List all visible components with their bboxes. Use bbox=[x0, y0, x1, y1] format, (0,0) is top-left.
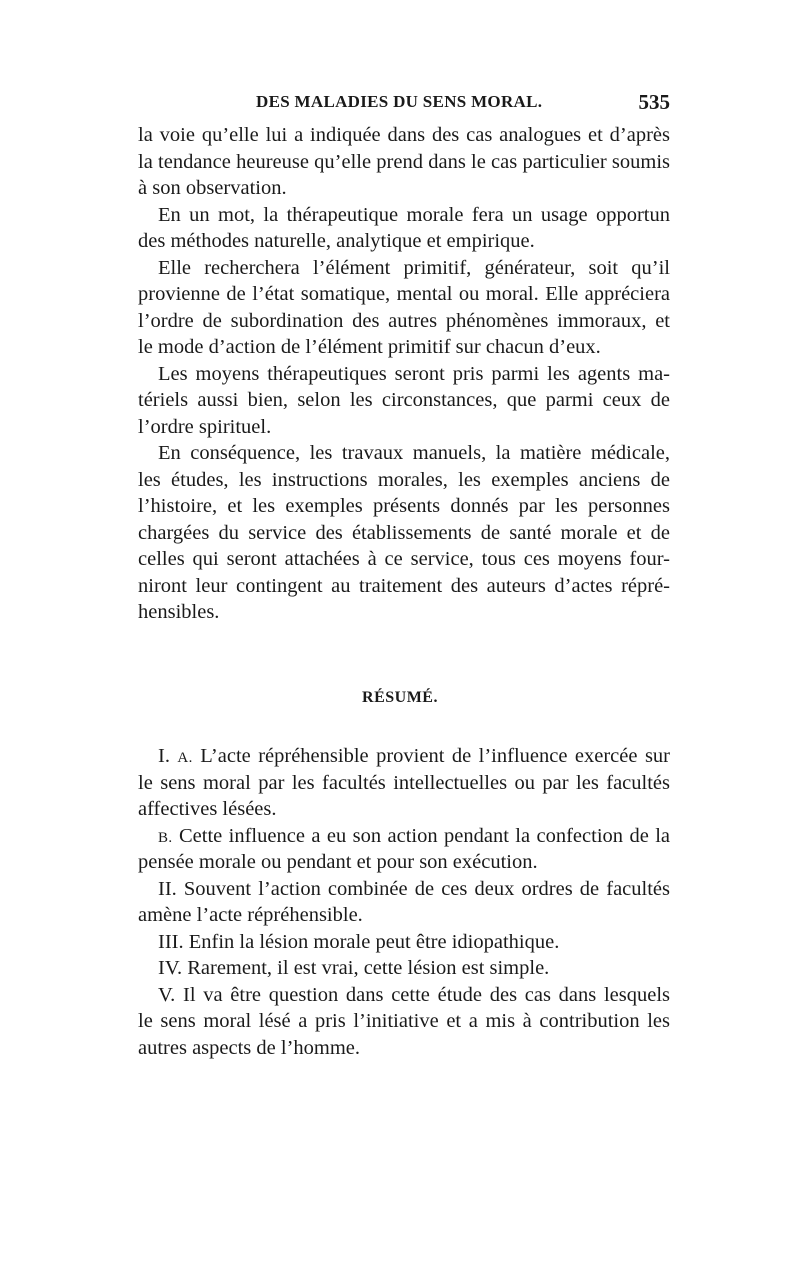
section-title: RÉSUMÉ. bbox=[362, 689, 438, 706]
text-line: l’ordre de subordination des autres phénomènes immoraux, et bbox=[138, 309, 670, 332]
numeral: I. bbox=[158, 745, 178, 767]
page-number: 535 bbox=[638, 90, 670, 114]
text-line: le sens moral par les facultés intellectuelles ou par les facultés bbox=[138, 771, 670, 794]
text-line: III. Enfin la lésion morale peut être idiopathique. bbox=[158, 930, 560, 953]
text-line: provienne de l’état somatique, mental ou moral. Elle appréciera bbox=[138, 283, 670, 305]
line-text: Cette influence a eu son action pendant la confection de la bbox=[172, 824, 670, 847]
text-line: celles qui seront attachées à ce service, tous ces moyens four- bbox=[138, 548, 670, 570]
page-header bbox=[138, 92, 678, 118]
small-caps-letter: B. bbox=[158, 829, 173, 846]
text-line: les études, les instructions morales, les exemples anciens de bbox=[138, 468, 670, 491]
text-line: V. Il va être question dans cette étude des cas dans lesquels bbox=[158, 983, 670, 1006]
text-line: la tendance heureuse qu’elle prend dans le cas particulier soumis bbox=[138, 150, 670, 173]
text-line: chargées du service des établissements de santé morale et de bbox=[138, 521, 670, 544]
text-line: la voie qu’elle lui a indiquée dans des cas analogues et d’après bbox=[138, 124, 670, 146]
text-line: le sens moral lésé a pris l’initiative et a mis à contribution les bbox=[138, 1010, 670, 1032]
text-line: l’histoire, et les exemples présents donnés par les personnes bbox=[138, 495, 670, 517]
text-line: II. Souvent l’action combinée de ces deux ordres de facultés bbox=[158, 877, 670, 900]
text-line: pensée morale ou pendant et pour son exécution. bbox=[138, 851, 538, 873]
text-line: Les moyens thérapeutiques seront pris parmi les agents ma- bbox=[158, 362, 670, 385]
resume-text bbox=[138, 743, 670, 1061]
text-line: l’ordre spirituel. bbox=[138, 415, 272, 438]
line-text: L’acte répréhensible provient de l’influence exercée sur bbox=[192, 745, 670, 767]
text-line: des méthodes naturelle, analytique et empirique. bbox=[138, 230, 535, 252]
text-line: affectives lésées. bbox=[138, 798, 277, 820]
text-line: autres aspects de l’homme. bbox=[138, 1036, 361, 1059]
text-line: amène l’acte répréhensible. bbox=[138, 904, 363, 926]
text-line: à son observation. bbox=[138, 177, 287, 199]
text-line: tériels aussi bien, selon les circonstances, que parmi ceux de bbox=[138, 389, 670, 411]
text-line bbox=[138, 823, 670, 850]
body-text bbox=[138, 122, 670, 626]
running-head: DES MALADIES DU SENS MORAL. bbox=[256, 92, 543, 111]
text-line: En conséquence, les travaux manuels, la matière médicale, bbox=[158, 442, 670, 464]
text-line: niront leur contingent au traitement des auteurs d’actes répré- bbox=[138, 574, 670, 597]
text-line: le mode d’action de l’élément primitif sur chacun d’eux. bbox=[138, 336, 601, 358]
text-line: hensibles. bbox=[138, 601, 220, 623]
text-line bbox=[138, 743, 670, 770]
text-line: En un mot, la thérapeutique morale fera un usage opportun bbox=[158, 203, 670, 226]
text-line: IV. Rarement, il est vrai, cette lésion est simple. bbox=[158, 957, 550, 979]
small-caps-letter: A. bbox=[177, 750, 193, 766]
text-line: Elle recherchera l’élément primitif, générateur, soit qu’il bbox=[158, 256, 670, 279]
